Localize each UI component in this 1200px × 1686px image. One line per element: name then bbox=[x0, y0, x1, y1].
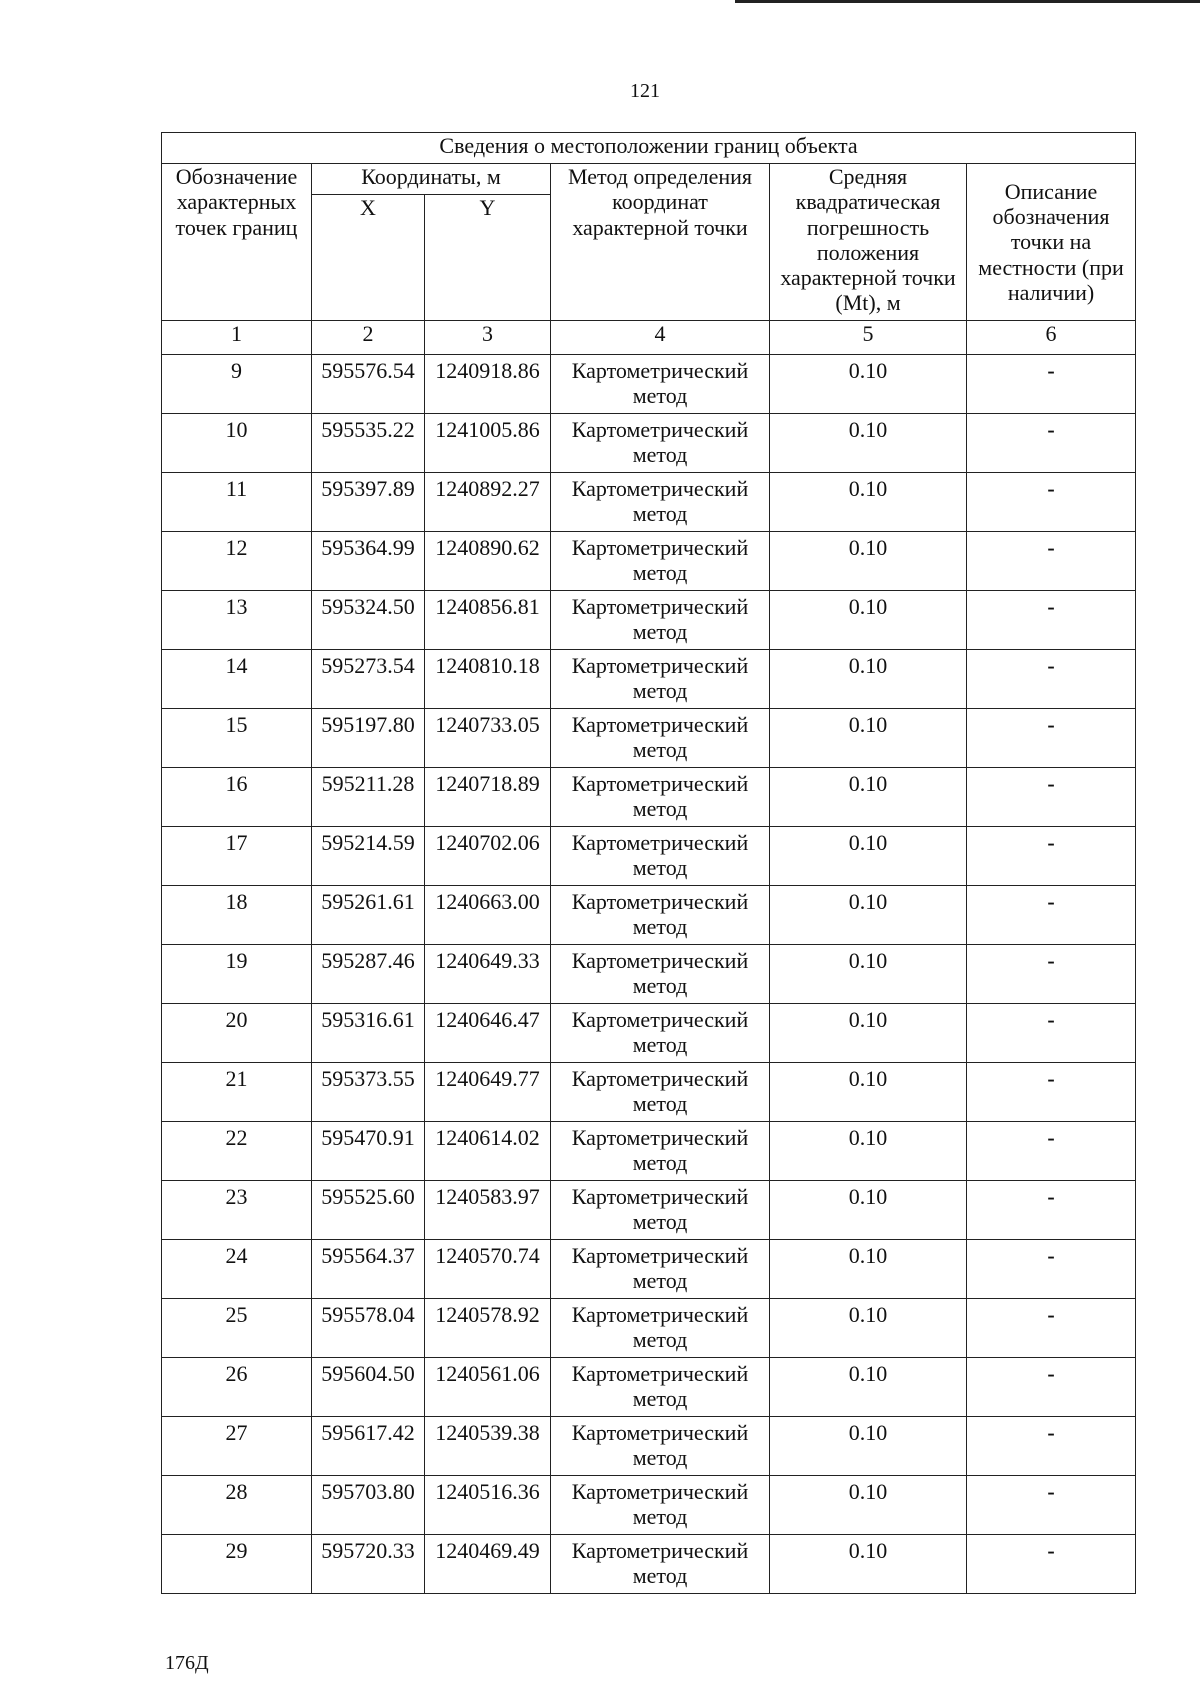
method-cell: Картометрический метод bbox=[551, 1240, 770, 1299]
coord-y-cell: 1240583.97 bbox=[425, 1181, 551, 1240]
header-error: Средняя квадратическая погрешность положения характерной точки (Mt), м bbox=[770, 164, 967, 321]
method-cell: Картометрический метод bbox=[551, 1004, 770, 1063]
point-number-cell: 19 bbox=[162, 945, 312, 1004]
table-row bbox=[162, 709, 1136, 768]
description-cell: - bbox=[967, 1476, 1136, 1535]
description-cell: - bbox=[967, 1299, 1136, 1358]
error-cell: 0.10 bbox=[770, 1476, 967, 1535]
table-row bbox=[162, 591, 1136, 650]
point-number-cell: 27 bbox=[162, 1417, 312, 1476]
column-number: 1 bbox=[162, 321, 312, 355]
table-row bbox=[162, 414, 1136, 473]
column-number: 2 bbox=[312, 321, 425, 355]
table-row bbox=[162, 1063, 1136, 1122]
description-cell: - bbox=[967, 1004, 1136, 1063]
column-number: 6 bbox=[967, 321, 1136, 355]
error-cell: 0.10 bbox=[770, 650, 967, 709]
coord-x-cell: 595470.91 bbox=[312, 1122, 425, 1181]
table-row bbox=[162, 1299, 1136, 1358]
error-cell: 0.10 bbox=[770, 768, 967, 827]
error-cell: 0.10 bbox=[770, 1122, 967, 1181]
method-cell: Картометрический метод bbox=[551, 1476, 770, 1535]
error-cell: 0.10 bbox=[770, 1535, 967, 1594]
description-cell: - bbox=[967, 1417, 1136, 1476]
coord-y-cell: 1240718.89 bbox=[425, 768, 551, 827]
coord-y-cell: 1240649.33 bbox=[425, 945, 551, 1004]
coord-y-cell: 1240561.06 bbox=[425, 1358, 551, 1417]
method-cell: Картометрический метод bbox=[551, 473, 770, 532]
method-cell: Картометрический метод bbox=[551, 1122, 770, 1181]
header-coordinates: Координаты, м bbox=[312, 164, 551, 195]
method-cell: Картометрический метод bbox=[551, 414, 770, 473]
header-designation: Обозначение характерных точек границ bbox=[162, 164, 312, 321]
point-number-cell: 23 bbox=[162, 1181, 312, 1240]
point-number-cell: 12 bbox=[162, 532, 312, 591]
coord-x-cell: 595604.50 bbox=[312, 1358, 425, 1417]
table-row bbox=[162, 827, 1136, 886]
coord-x-cell: 595535.22 bbox=[312, 414, 425, 473]
table-row bbox=[162, 1535, 1136, 1594]
description-cell: - bbox=[967, 1358, 1136, 1417]
point-number-cell: 10 bbox=[162, 414, 312, 473]
table-row bbox=[162, 1476, 1136, 1535]
error-cell: 0.10 bbox=[770, 473, 967, 532]
point-number-cell: 13 bbox=[162, 591, 312, 650]
table-row bbox=[162, 1417, 1136, 1476]
error-cell: 0.10 bbox=[770, 1240, 967, 1299]
point-number-cell: 17 bbox=[162, 827, 312, 886]
coord-y-cell: 1240578.92 bbox=[425, 1299, 551, 1358]
method-cell: Картометрический метод bbox=[551, 650, 770, 709]
error-cell: 0.10 bbox=[770, 709, 967, 768]
point-number-cell: 26 bbox=[162, 1358, 312, 1417]
coord-y-cell: 1240469.49 bbox=[425, 1535, 551, 1594]
coord-y-cell: 1240810.18 bbox=[425, 650, 551, 709]
description-cell: - bbox=[967, 473, 1136, 532]
coord-x-cell: 595397.89 bbox=[312, 473, 425, 532]
column-number: 3 bbox=[425, 321, 551, 355]
coord-y-cell: 1241005.86 bbox=[425, 414, 551, 473]
description-cell: - bbox=[967, 886, 1136, 945]
point-number-cell: 15 bbox=[162, 709, 312, 768]
coord-y-cell: 1240918.86 bbox=[425, 355, 551, 414]
column-number: 4 bbox=[551, 321, 770, 355]
coord-x-cell: 595364.99 bbox=[312, 532, 425, 591]
table-row bbox=[162, 886, 1136, 945]
point-number-cell: 24 bbox=[162, 1240, 312, 1299]
error-cell: 0.10 bbox=[770, 945, 967, 1004]
description-cell: - bbox=[967, 827, 1136, 886]
error-cell: 0.10 bbox=[770, 1004, 967, 1063]
point-number-cell: 25 bbox=[162, 1299, 312, 1358]
coord-x-cell: 595197.80 bbox=[312, 709, 425, 768]
method-cell: Картометрический метод bbox=[551, 591, 770, 650]
footer-document-code: 176Д bbox=[165, 1652, 209, 1674]
coord-x-cell: 595576.54 bbox=[312, 355, 425, 414]
point-number-cell: 29 bbox=[162, 1535, 312, 1594]
description-cell: - bbox=[967, 414, 1136, 473]
error-cell: 0.10 bbox=[770, 414, 967, 473]
error-cell: 0.10 bbox=[770, 827, 967, 886]
coord-x-cell: 595564.37 bbox=[312, 1240, 425, 1299]
table-row bbox=[162, 1358, 1136, 1417]
coord-y-cell: 1240663.00 bbox=[425, 886, 551, 945]
error-cell: 0.10 bbox=[770, 1299, 967, 1358]
point-number-cell: 14 bbox=[162, 650, 312, 709]
coord-x-cell: 595720.33 bbox=[312, 1535, 425, 1594]
table-row bbox=[162, 1240, 1136, 1299]
error-cell: 0.10 bbox=[770, 355, 967, 414]
coord-x-cell: 595273.54 bbox=[312, 650, 425, 709]
coord-y-cell: 1240733.05 bbox=[425, 709, 551, 768]
point-number-cell: 22 bbox=[162, 1122, 312, 1181]
method-cell: Картометрический метод bbox=[551, 1063, 770, 1122]
description-cell: - bbox=[967, 1063, 1136, 1122]
description-cell: - bbox=[967, 650, 1136, 709]
point-number-cell: 11 bbox=[162, 473, 312, 532]
point-number-cell: 20 bbox=[162, 1004, 312, 1063]
scan-top-rule bbox=[735, 0, 1200, 3]
coord-y-cell: 1240702.06 bbox=[425, 827, 551, 886]
error-cell: 0.10 bbox=[770, 1358, 967, 1417]
table-row bbox=[162, 945, 1136, 1004]
error-cell: 0.10 bbox=[770, 1181, 967, 1240]
coord-x-cell: 595214.59 bbox=[312, 827, 425, 886]
table-row bbox=[162, 355, 1136, 414]
description-cell: - bbox=[967, 1181, 1136, 1240]
description-cell: - bbox=[967, 355, 1136, 414]
coord-y-cell: 1240890.62 bbox=[425, 532, 551, 591]
description-cell: - bbox=[967, 1240, 1136, 1299]
method-cell: Картометрический метод bbox=[551, 827, 770, 886]
method-cell: Картометрический метод bbox=[551, 945, 770, 1004]
error-cell: 0.10 bbox=[770, 532, 967, 591]
method-cell: Картометрический метод bbox=[551, 886, 770, 945]
coord-x-cell: 595211.28 bbox=[312, 768, 425, 827]
table-title: Сведения о местоположении границ объекта bbox=[162, 133, 1136, 164]
boundary-coordinates-table bbox=[161, 132, 1136, 1594]
error-cell: 0.10 bbox=[770, 591, 967, 650]
description-cell: - bbox=[967, 768, 1136, 827]
table-row bbox=[162, 768, 1136, 827]
coord-y-cell: 1240539.38 bbox=[425, 1417, 551, 1476]
table-row bbox=[162, 1181, 1136, 1240]
coord-y-cell: 1240570.74 bbox=[425, 1240, 551, 1299]
header-description: Описание обозначения точки на местности (при наличии) bbox=[967, 164, 1136, 321]
column-number-row bbox=[162, 321, 1136, 355]
table-row bbox=[162, 1004, 1136, 1063]
method-cell: Картометрический метод bbox=[551, 532, 770, 591]
coord-x-cell: 595324.50 bbox=[312, 591, 425, 650]
method-cell: Картометрический метод bbox=[551, 1535, 770, 1594]
point-number-cell: 28 bbox=[162, 1476, 312, 1535]
coord-y-cell: 1240614.02 bbox=[425, 1122, 551, 1181]
point-number-cell: 9 bbox=[162, 355, 312, 414]
coord-x-cell: 595373.55 bbox=[312, 1063, 425, 1122]
column-number: 5 bbox=[770, 321, 967, 355]
page-number: 121 bbox=[630, 80, 660, 102]
description-cell: - bbox=[967, 591, 1136, 650]
coord-y-cell: 1240646.47 bbox=[425, 1004, 551, 1063]
coord-y-cell: 1240649.77 bbox=[425, 1063, 551, 1122]
method-cell: Картометрический метод bbox=[551, 709, 770, 768]
point-number-cell: 16 bbox=[162, 768, 312, 827]
description-cell: - bbox=[967, 945, 1136, 1004]
header-y: Y bbox=[425, 195, 551, 321]
coord-y-cell: 1240856.81 bbox=[425, 591, 551, 650]
coord-x-cell: 595316.61 bbox=[312, 1004, 425, 1063]
description-cell: - bbox=[967, 532, 1136, 591]
description-cell: - bbox=[967, 709, 1136, 768]
description-cell: - bbox=[967, 1122, 1136, 1181]
point-number-cell: 18 bbox=[162, 886, 312, 945]
table-row bbox=[162, 1122, 1136, 1181]
coord-x-cell: 595703.80 bbox=[312, 1476, 425, 1535]
error-cell: 0.10 bbox=[770, 886, 967, 945]
point-number-cell: 21 bbox=[162, 1063, 312, 1122]
coord-y-cell: 1240892.27 bbox=[425, 473, 551, 532]
header-x: X bbox=[312, 195, 425, 321]
header-method: Метод определения координат характерной точки bbox=[551, 164, 770, 321]
method-cell: Картометрический метод bbox=[551, 355, 770, 414]
description-cell: - bbox=[967, 1535, 1136, 1594]
method-cell: Картометрический метод bbox=[551, 1417, 770, 1476]
table-row bbox=[162, 473, 1136, 532]
method-cell: Картометрический метод bbox=[551, 1181, 770, 1240]
coord-x-cell: 595617.42 bbox=[312, 1417, 425, 1476]
table-row bbox=[162, 532, 1136, 591]
method-cell: Картометрический метод bbox=[551, 1358, 770, 1417]
coord-y-cell: 1240516.36 bbox=[425, 1476, 551, 1535]
error-cell: 0.10 bbox=[770, 1417, 967, 1476]
method-cell: Картометрический метод bbox=[551, 1299, 770, 1358]
error-cell: 0.10 bbox=[770, 1063, 967, 1122]
coord-x-cell: 595578.04 bbox=[312, 1299, 425, 1358]
coord-x-cell: 595525.60 bbox=[312, 1181, 425, 1240]
table-row bbox=[162, 650, 1136, 709]
method-cell: Картометрический метод bbox=[551, 768, 770, 827]
coord-x-cell: 595261.61 bbox=[312, 886, 425, 945]
coord-x-cell: 595287.46 bbox=[312, 945, 425, 1004]
